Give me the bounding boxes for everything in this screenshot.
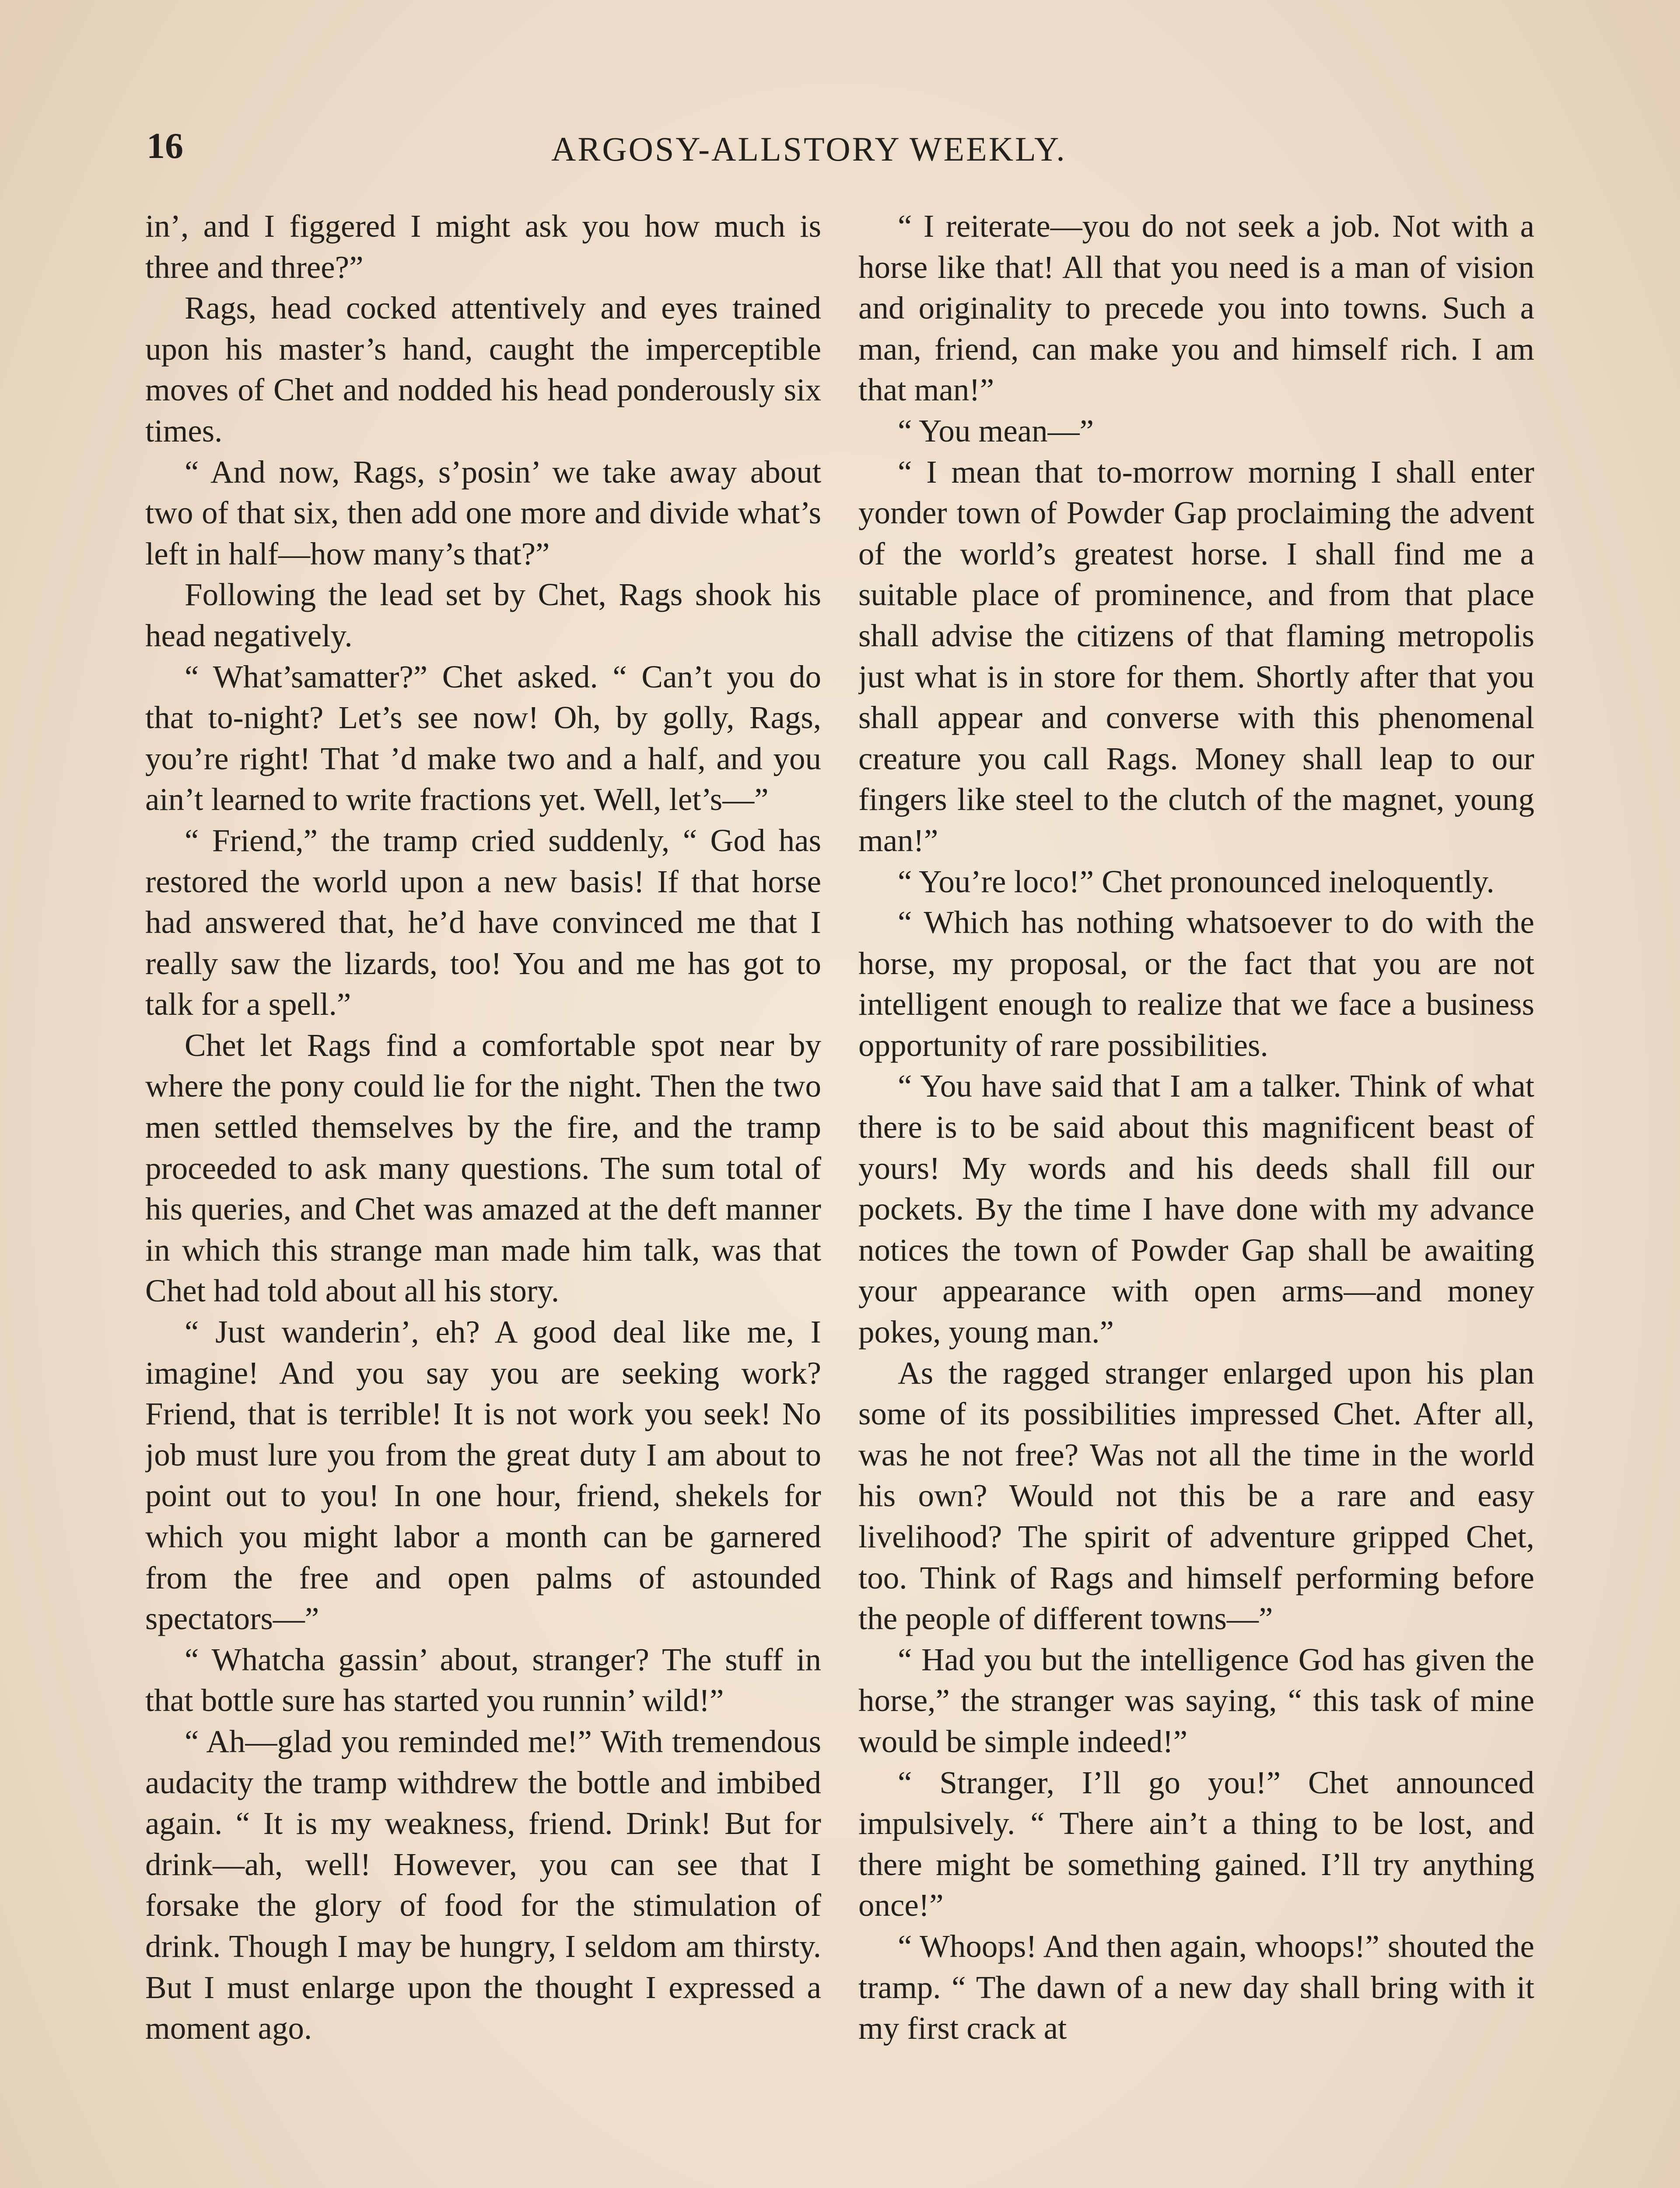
paragraph: “ You’re loco!” Chet pronounced ineloquently. (898, 863, 1494, 899)
paragraph: “ Ah—glad you reminded me!” With tremendous audacity the tramp withdrew the bottle and imbibed again. “ It is my weakness, friend. Drink! But for drink—ah, well! However, you can see that I forsake the glory of food for the stimulation of drink. Though I may be hungry, I seldom am thirsty. But I must enlarge upon the thought I expressed a moment ago. (145, 1723, 821, 2046)
paragraph: “ Stranger, I’ll go you!” Chet announced impulsively. “ There ain’t a thing to be lost, and there might be something gained. I’ll try anything once!” (858, 1764, 1534, 1923)
paragraph: “ Just wanderin’, eh? A good deal like me, I imagine! And you say you are seeking work? Friend, that is terrible! It is not work you seek! No job must lure you from the great duty I am about to point out to you! In one hour, friend, shekels for which you might labor a month can be garnered from the free and open palms of astounded spectators—” (145, 1314, 821, 1637)
left-column (145, 206, 821, 2188)
paragraph: “ Had you but the intelligence God has given the horse,” the stranger was saying, “ this task of mine would be simple indeed!” (858, 1641, 1534, 1759)
right-column (858, 206, 1534, 2188)
paragraph: “ Whatcha gassin’ about, stranger? The stuff in that bottle sure has started you runnin’ wild!” (145, 1641, 821, 1718)
page-number: 16 (147, 126, 183, 166)
paragraph: “ You have said that I am a talker. Think of what there is to be said about this magnificent beast of yours! My words and his deeds shall fill our pockets. By the time I have done with my advance notices the town of Powder Gap shall be awaiting your appearance with open arms—and money pokes, young man.” (858, 1068, 1534, 1350)
paragraph: “ You mean—” (898, 413, 1094, 449)
paragraph: “ Which has nothing whatsoever to do with the horse, my proposal, or the fact that you are not intelligent enough to realize that we face a business opportunity of rare possibilities. (858, 905, 1534, 1063)
running-header: ARGOSY-ALLSTORY WEEKLY. (551, 130, 1067, 168)
paragraph: Following the lead set by Chet, Rags shook his head negatively. (145, 577, 821, 653)
paragraph: “ And now, Rags, s’posin’ we take away about two of that six, then add one more and divide what’s left in half—how many’s that?” (145, 454, 821, 572)
paragraph: Rags, head cocked attentively and eyes trained upon his master’s hand, caught the imperceptible moves of Chet and nodded his head ponderously six times. (145, 290, 821, 449)
paragraph: “ I reiterate—you do not seek a job. Not with a horse like that! All that you need is a man of vision and originality to precede you into towns. Such a man, friend, can make you and himself rich. I am that man!” (858, 208, 1534, 408)
paragraph: “ What’samatter?” Chet asked. “ Can’t you do that to-night? Let’s see now! Oh, by golly, Rags, you’re right! That ’d make two and a half, and you ain’t learned to write fractions yet. Well, let’s—” (145, 659, 821, 817)
paragraph: As the ragged stranger enlarged upon his plan some of its possibilities impressed Chet. After all, was he not free? Was not all the time in the world his own? Would not this be a rare and easy livelihood? The spirit of adventure gripped Chet, too. Think of Rags and himself performing before the people of different towns—” (858, 1355, 1534, 1637)
paragraph: Chet let Rags find a comfortable spot near by where the pony could lie for the night. Then the two men settled themselves by the fire, and the tramp proceeded to ask many questions. The sum total of his queries, and Chet was amazed at the deft manner in which this strange man made him talk, was that Chet had told about all his story. (145, 1027, 821, 1309)
paragraph: “ Friend,” the tramp cried suddenly, “ God has restored the world upon a new basis! If that horse had answered that, he’d have convinced me that I really saw the lizards, too! You and me has got to talk for a spell.” (145, 822, 821, 1022)
paragraph: “ I mean that to-morrow morning I shall enter yonder town of Powder Gap proclaiming the advent of the world’s greatest horse. I shall find me a suitable place of prominence, and from that place shall advise the citizens of that flaming metropolis just what is in store for them. Shortly after that you shall appear and converse with this phenomenal creature you call Rags. Money shall leap to our fingers like steel to the clutch of the magnet, young man!” (858, 454, 1534, 858)
paragraph: in’, and I figgered I might ask you how much is three and three?” (145, 208, 821, 285)
paragraph: “ Whoops! And then again, whoops!” shouted the tramp. “ The dawn of a new day shall bring with it my first crack at (858, 1928, 1534, 2046)
